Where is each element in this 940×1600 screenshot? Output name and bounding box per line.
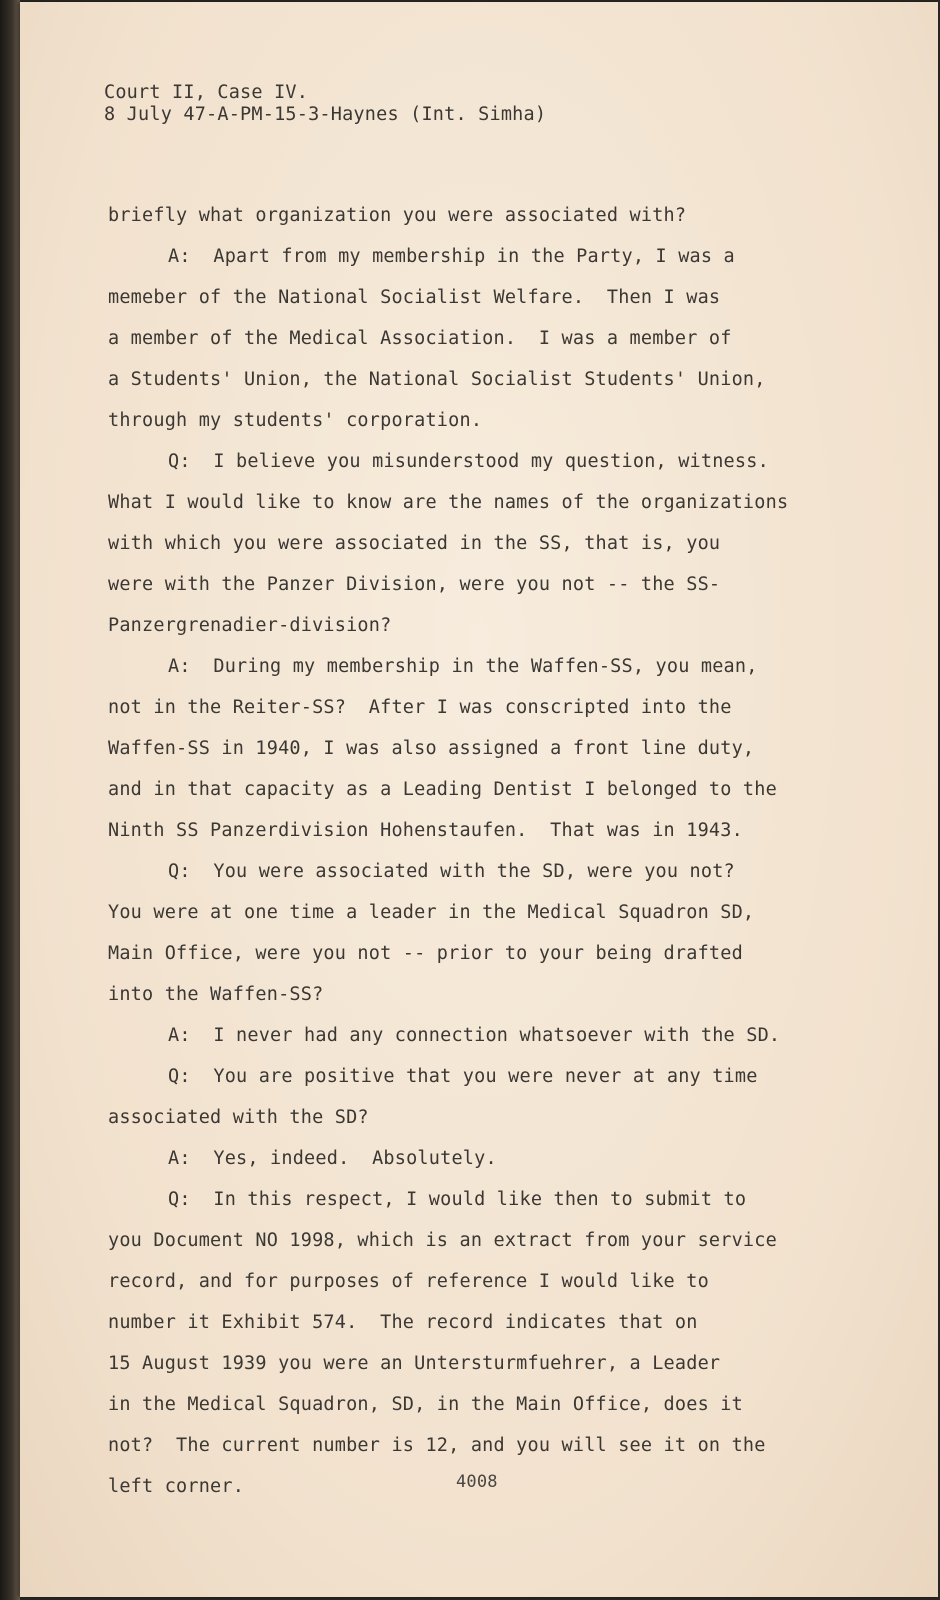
transcript-line: were with the Panzer Division, were you not -- the SS- xyxy=(108,574,721,595)
transcript-line: You were at one time a leader in the Medical Squadron SD, xyxy=(108,902,755,923)
transcript-line: A: During my membership in the Waffen-SS, you mean, xyxy=(168,656,758,677)
transcript-line: a member of the Medical Association. I was a member of xyxy=(108,328,732,349)
transcript-line: Waffen-SS in 1940, I was also assigned a front line duty, xyxy=(108,738,755,759)
transcript-body xyxy=(108,205,848,1517)
transcript-line: into the Waffen-SS? xyxy=(108,984,324,1005)
transcript-line: memeber of the National Socialist Welfare. Then I was xyxy=(108,287,721,308)
transcript-line: Main Office, were you not -- prior to your being drafted xyxy=(108,943,743,964)
transcript-line: A: I never had any connection whatsoever with the SD. xyxy=(168,1025,781,1046)
scan-left-edge xyxy=(0,0,20,1600)
transcript-line: not? The current number is 12, and you will see it on the xyxy=(108,1435,766,1456)
document-header xyxy=(104,82,546,126)
transcript-line: number it Exhibit 574. The record indicates that on xyxy=(108,1312,698,1333)
transcript-line: Q: I believe you misunderstood my question, witness. xyxy=(168,451,769,472)
transcript-line: Q: You are positive that you were never at any time xyxy=(168,1066,758,1087)
transcript-line: in the Medical Squadron, SD, in the Main Office, does it xyxy=(108,1394,743,1415)
document-page xyxy=(20,2,938,1597)
transcript-line: A: Apart from my membership in the Party, I was a xyxy=(168,246,735,267)
transcript-line: record, and for purposes of reference I would like to xyxy=(108,1271,709,1292)
transcript-line: a Students' Union, the National Socialist Students' Union, xyxy=(108,369,766,390)
transcript-line: Panzergrenadier-division? xyxy=(108,615,392,636)
transcript-line: with which you were associated in the SS, that is, you xyxy=(108,533,721,554)
transcript-line: left corner. xyxy=(108,1476,245,1497)
transcript-line: through my students' corporation. xyxy=(108,410,483,431)
transcript-line: A: Yes, indeed. Absolutely. xyxy=(168,1148,497,1169)
transcript-line: Ninth SS Panzerdivision Hohenstaufen. That was in 1943. xyxy=(108,820,743,841)
transcript-line: Q: In this respect, I would like then to submit to xyxy=(168,1189,747,1210)
transcript-line: associated with the SD? xyxy=(108,1107,369,1128)
transcript-line: you Document NO 1998, which is an extract from your service xyxy=(108,1230,777,1251)
transcript-line: 15 August 1939 you were an Untersturmfuehrer, a Leader xyxy=(108,1353,721,1374)
transcript-line: What I would like to know are the names of the organizations xyxy=(108,492,789,513)
transcript-line: Q: You were associated with the SD, were you not? xyxy=(168,861,735,882)
transcript-line: briefly what organization you were associated with? xyxy=(108,205,687,226)
page-number: 4008 xyxy=(456,1472,498,1492)
transcript-line: not in the Reiter-SS? After I was conscripted into the xyxy=(108,697,732,718)
header-date-session: 8 July 47-A-PM-15-3-Haynes (Int. Simha) xyxy=(104,104,547,125)
transcript-line: and in that capacity as a Leading Dentist I belonged to the xyxy=(108,779,777,800)
header-court-case: Court II, Case IV. xyxy=(104,82,309,103)
